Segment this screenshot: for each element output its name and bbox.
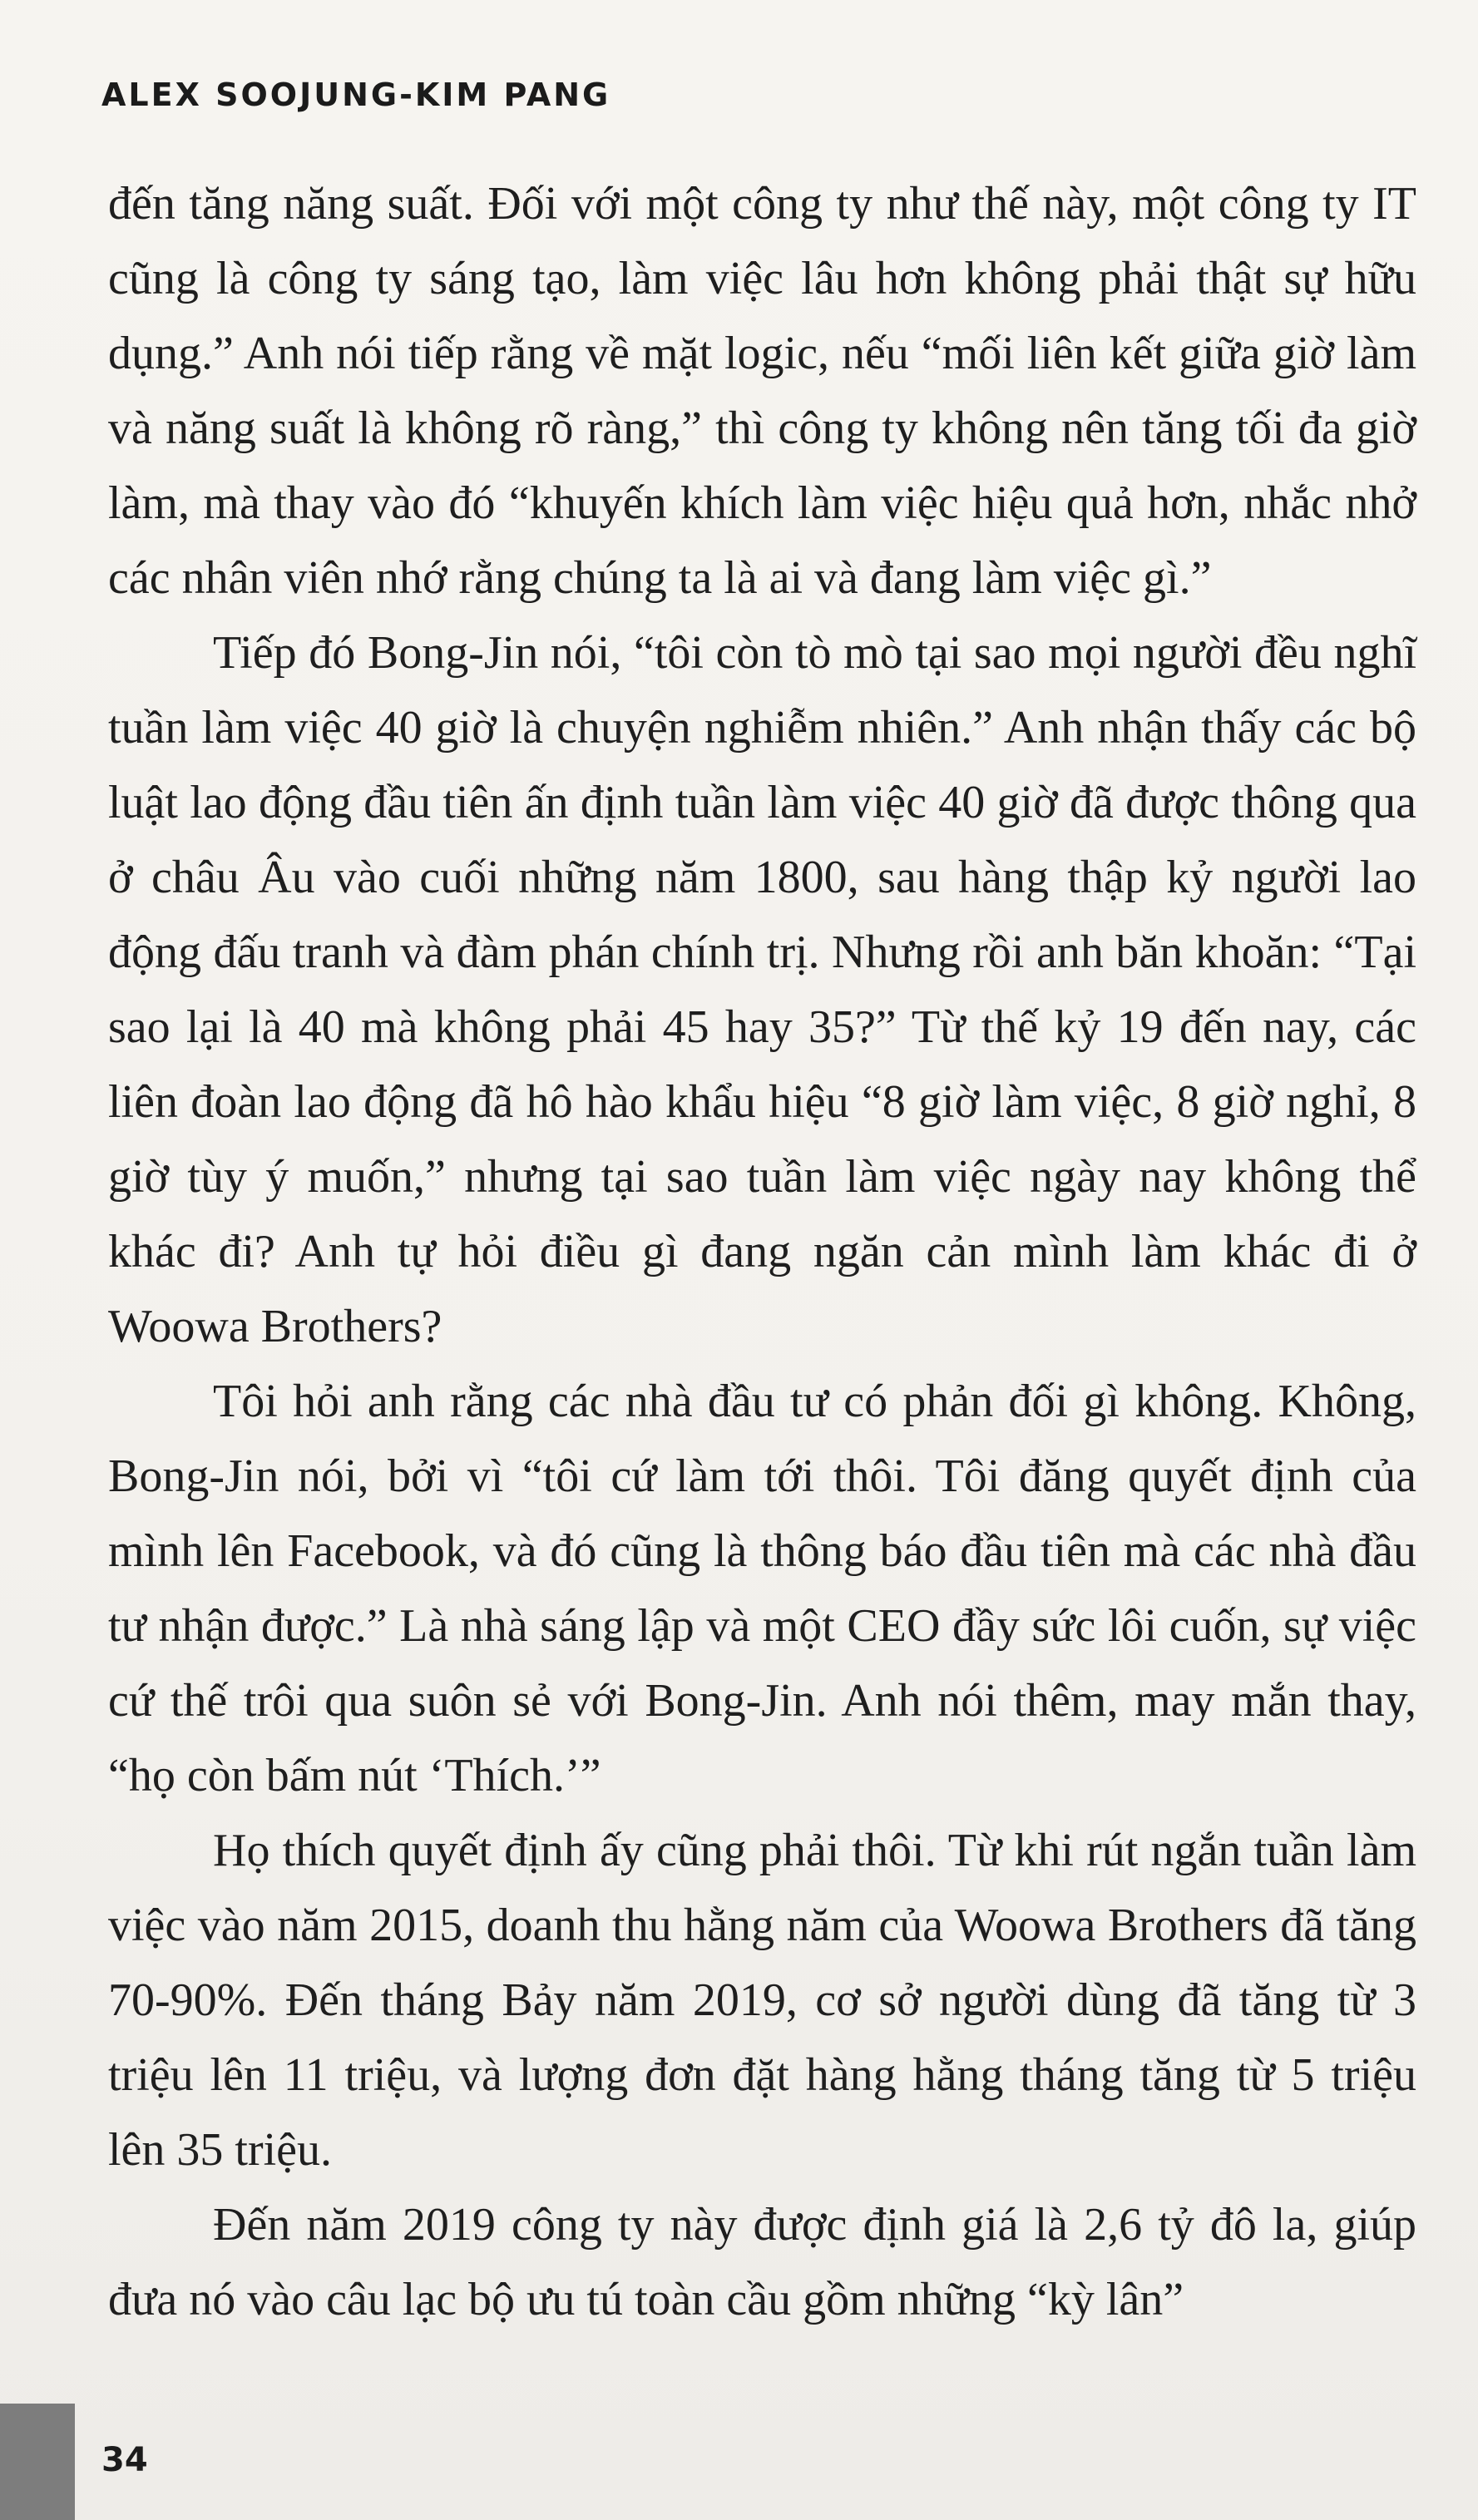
- paragraph-2: Tiếp đó Bong-Jin nói, “tôi còn tò mò tại sao mọi người đều nghĩ tuần làm việc 40 giờ là chuyện nghiễm nhiên.” Anh nhận thấy các bộ luật lao động đầu tiên ấn định tuần làm việc 40 giờ đã được thông qua ở châu Âu vào cuối những năm 1800, sau hàng thập kỷ người lao động đấu tranh và đàm phán chính trị. Nhưng rồi anh băn khoăn: “Tại sao lại là 40 mà không phải 45 hay 35?” Từ thế kỷ 19 đến nay, các liên đoàn lao động đã hô hào khẩu hiệu “8 giờ làm việc, 8 giờ nghỉ, 8 giờ tùy ý muốn,” nhưng tại sao tuần làm việc ngày nay không thể khác đi? Anh tự hỏi điều gì đang ngăn cản mình làm khác đi ở Woowa Brothers?: [108, 627, 1416, 1352]
- page-number: 34: [101, 2441, 148, 2479]
- paragraph-1: đến tăng năng suất. Đối với một công ty như thế này, một công ty IT cũng là công ty sáng tạo, làm việc lâu hơn không phải thật sự hữu dụng.” Anh nói tiếp rằng về mặt logic, nếu “mối liên kết giữa giờ làm và năng suất là không rõ ràng,” thì công ty không nên tăng tối đa giờ làm, mà thay vào đó “khuyến khích làm việc hiệu quả hơn, nhắc nhở các nhân viên nhớ rằng chúng ta là ai và đang làm việc gì.”: [108, 178, 1416, 604]
- paragraph-3: Tôi hỏi anh rằng các nhà đầu tư có phản đối gì không. Không, Bong-Jin nói, bởi vì “tôi cứ làm tới thôi. Tôi đăng quyết định của mình lên Facebook, và đó cũng là thông báo đầu tiên mà các nhà đầu tư nhận được.” Là nhà sáng lập và một CEO đầy sức lôi cuốn, sự việc cứ thế trôi qua suôn sẻ với Bong-Jin. Anh nói thêm, may mắn thay, “họ còn bấm nút ‘Thích.’”: [108, 1376, 1416, 1801]
- paragraph-5: Đến năm 2019 công ty này được định giá là 2,6 tỷ đô la, giúp đưa nó vào câu lạc bộ ưu tú toàn cầu gồm những “kỳ lân”: [108, 2199, 1416, 2325]
- running-head: ALEX SOOJUNG-KIM PANG: [101, 77, 611, 113]
- paragraph-4: Họ thích quyết định ấy cũng phải thôi. Từ khi rút ngắn tuần làm việc vào năm 2015, doanh thu hằng năm của Woowa Brothers đã tăng 70-90%. Đến tháng Bảy năm 2019, cơ sở người dùng đã tăng từ 3 triệu lên 11 triệu, và lượng đơn đặt hàng hằng tháng tăng từ 5 triệu lên 35 triệu.: [108, 1825, 1416, 2176]
- footer-tab-block: [0, 2404, 75, 2520]
- body-text: [108, 166, 1416, 2337]
